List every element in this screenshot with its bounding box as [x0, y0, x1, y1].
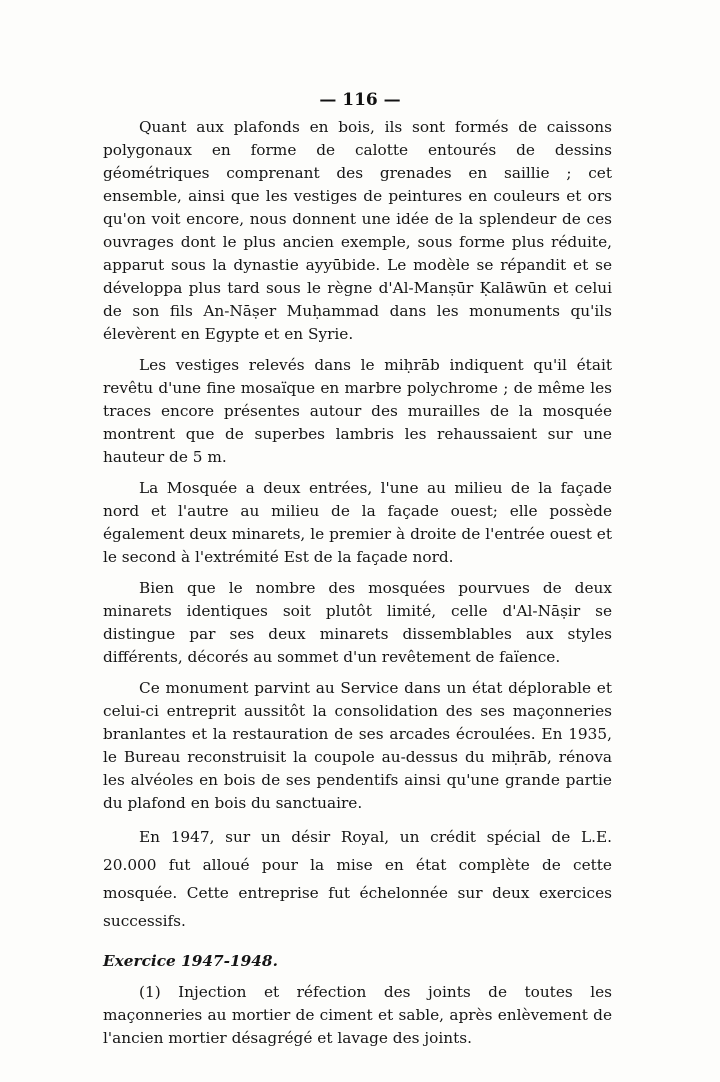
paragraph-minarets: Bien que le nombre des mosquées pourvues de deux minarets identiques soit plutôt limité, celle d'Al-Nāṣir se distingue par ses deux minarets dissemblables aux styles différents, décorés au sommet d'un revêtement de faïence.	[103, 579, 612, 666]
paragraph-entrances: La Mosquée a deux entrées, l'une au milieu de la façade nord et l'autre au milieu de la façade ouest; elle possède également deux minarets, le premier à droite de l'entrée ouest et le second à l'extrémité Est de la façade nord.	[103, 479, 612, 566]
paragraph-credit: En 1947, sur un désir Royal, un crédit spécial de L.E. 20.000 fut alloué pour la mise en état complète de cette mosquée. Cette entreprise fut échelonnée sur deux exercices successifs.	[103, 828, 612, 930]
paragraph-ceilings: Quant aux plafonds en bois, ils sont formés de caissons polygonaux en forme de calotte entourés de dessins géométriques comprenant des grenades en saillie ; cet ensemble, ainsi que les vestiges de peintures en couleurs et ors qu'on voit encore, nous donnent une idée de la splendeur de ces ouvrages dont le plus ancien exemple, sous forme plus réduite, apparut sous la dynastie ayyūbide. Le modèle se répandit et se développa plus tard sous le règne d'Al-Manṣūr Ḳalāwūn et celui de son fils An-Nāṣer Muḥammad dans les monuments qu'ils élevèrent en Egypte et en Syrie.	[103, 118, 612, 343]
paragraph-restoration: Ce monument parvint au Service dans un état déplorable et celui-ci entreprit aussitôt la consolidation des ses maçonneries branlantes et la restauration de ses arcades écroulées. En 1935, le Bureau reconstruisit la coupole au-dessus du miḥrāb, rénova les alvéoles en bois de ses pendentifs ainsi qu'une grande partie du plafond en bois du sanctuaire.	[103, 679, 612, 812]
page-number: — 116 —	[319, 90, 401, 110]
section-heading: Exercice 1947-1948.	[103, 952, 278, 970]
body-text	[103, 116, 612, 1050]
section-item: (1) Injection et réfection des joints de toutes les maçonneries au mortier de ciment et sable, après enlèvement de l'ancien mortier désagrégé et lavage des joints.	[103, 983, 612, 1047]
paragraph-mihrab: Les vestiges relevés dans le miḥrāb indiquent qu'il était revêtu d'une fine mosaïque en marbre polychrome ; de même les traces encore présentes autour des murailles de la mosquée montrent que de superbes lambris les rehaussaient sur une hauteur de 5 m.	[103, 356, 612, 466]
